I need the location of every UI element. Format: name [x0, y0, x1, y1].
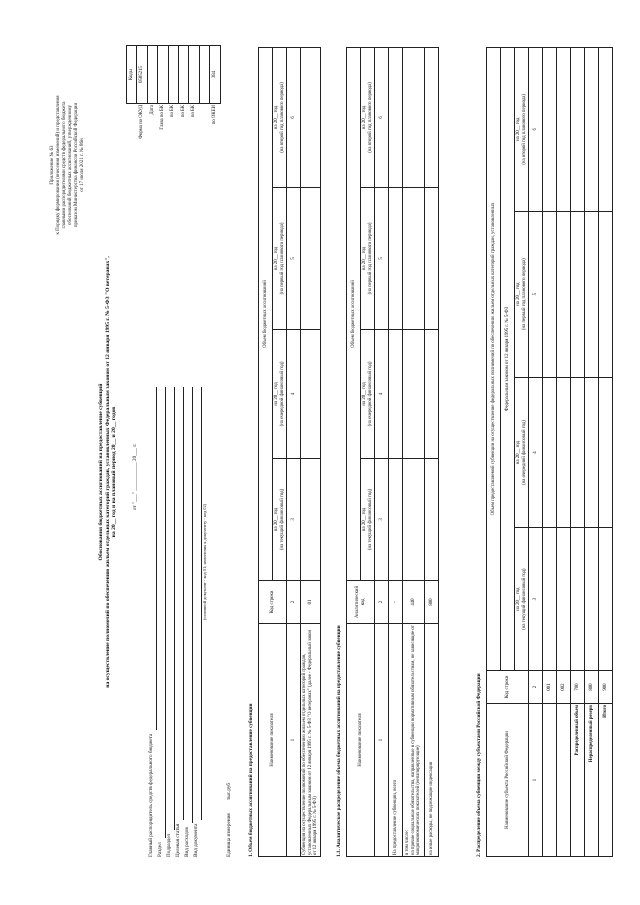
- appendix-line: главными распорядителями средств федерального бюджета: [62, 101, 67, 229]
- row-text: На предоставление субвенции, всего: [389, 624, 403, 857]
- section-11-title: 1.1. Аналитическое распределение объема бюджетных ассигнований на предоставление субвенции: [336, 625, 342, 857]
- row-name: Нераспределенный резерв: [585, 704, 599, 857]
- code-label: Форма по ОКУД: [139, 105, 145, 139]
- cell: [543, 211, 557, 377]
- rotated-document-page: [40, 27, 608, 877]
- codes-table: [126, 45, 221, 205]
- cell: [599, 528, 613, 671]
- appendix-block: [50, 45, 86, 285]
- cell: [543, 377, 557, 528]
- col-num: 6: [375, 48, 389, 188]
- cell: [557, 377, 571, 528]
- col-num: 2: [529, 671, 543, 704]
- doc-type-note: (основной документ - код 01; изменения к документу - код 02): [202, 503, 207, 621]
- cell: [301, 187, 321, 329]
- cell: [389, 187, 403, 329]
- title-line-3: на 20__ год и на плановый период 20__ и 20__ годов: [111, 406, 118, 538]
- col-code: Код строки: [487, 671, 529, 704]
- col-num: 3: [287, 458, 301, 580]
- section-11-table: [346, 47, 439, 857]
- row-code: 800: [425, 581, 439, 624]
- row-text: на иные расходы, не подлежащие индексации: [425, 624, 439, 857]
- doc-date: от "___" ___________ 20___ г.: [132, 443, 138, 511]
- col-year-4: на 20__ год (на второй год планового периода): [361, 48, 375, 188]
- cell: [301, 458, 321, 580]
- col-year-1: на 20__ год (на текущий финансовый год): [273, 458, 287, 580]
- cell: [403, 330, 425, 459]
- cell: [571, 377, 585, 528]
- unit-value: тыс.руб: [226, 782, 232, 801]
- field-label: Вид документа: [193, 823, 199, 857]
- appendix-line: от 17 июля 2021 г. № 86н: [80, 138, 85, 192]
- cell: [425, 48, 439, 188]
- row-code: -: [389, 581, 403, 624]
- col-code: Код строки: [259, 581, 287, 624]
- col-num: 2: [287, 581, 301, 624]
- field-label: Раздел: [157, 842, 163, 857]
- col-group-2: Федеральным законом от 12 января 1995 г. № 5-ФЗ: [501, 48, 515, 671]
- cell: [425, 187, 439, 329]
- code-value: [178, 46, 188, 104]
- cell: [543, 528, 557, 671]
- col-year-3: на 20__ год (на первый год планового периода): [515, 211, 529, 377]
- cell: [425, 330, 439, 459]
- row-code: 002: [557, 671, 571, 704]
- col-num: 3: [375, 458, 389, 580]
- code-value: [199, 46, 209, 104]
- section-2-table: [486, 47, 613, 857]
- cell: [425, 458, 439, 580]
- cell: [389, 330, 403, 459]
- title-line-1: Обоснования бюджетных ассигнований на предоставление субвенций: [98, 383, 104, 561]
- cell: [571, 48, 585, 212]
- code-label: по БК: [180, 105, 186, 118]
- col-year-2: на 20__ год (на очередной финансовый год): [273, 330, 287, 459]
- code-value: 384: [210, 46, 220, 104]
- cell: [557, 211, 571, 377]
- row-code: 900: [599, 671, 613, 704]
- cell: [599, 377, 613, 528]
- col-year-3: на 20__ год (на первый год планового периода): [273, 187, 287, 329]
- cell: [599, 211, 613, 377]
- code-label: по ОКЕИ: [211, 105, 217, 125]
- col-num: 2: [375, 581, 389, 624]
- cell: [301, 48, 321, 188]
- col-num: 5: [375, 187, 389, 329]
- row-name: [543, 704, 557, 857]
- row-name: Распределенный объем: [571, 704, 585, 857]
- field-label: Целевая статья: [175, 823, 181, 857]
- field-label: Главный распорядитель средств федерального бюджета: [148, 733, 154, 857]
- cell: [543, 48, 557, 212]
- code-label: по БК: [191, 105, 197, 118]
- col-num: 4: [529, 377, 543, 528]
- code-value: [158, 46, 168, 104]
- col-year-4: на 20__ год (на второй год планового периода): [273, 48, 287, 188]
- col-year-4: на 20__ год (на второй год планового периода): [515, 48, 529, 212]
- code-value: [147, 46, 157, 104]
- appendix-line: обоснований бюджетных ассигнований, утвержденному: [68, 105, 73, 225]
- col-group: Объем бюджетных ассигнований: [347, 48, 361, 581]
- col-year-2: на 20__ год (на очередной финансовый год): [361, 330, 375, 459]
- col-year-1: на 20__ год (на текущий финансовый год): [515, 528, 529, 671]
- cell: [403, 48, 425, 188]
- code-value: 0505215: [137, 46, 147, 104]
- cell: [403, 458, 425, 580]
- cell: [585, 377, 599, 528]
- doc-title: [98, 167, 118, 777]
- row-code: 440: [403, 581, 425, 624]
- cell: [301, 330, 321, 459]
- col-group-1: Объем предоставляемой субвенции на осуществление федеральных полномочий по обеспечению жильем отдельных категорий граждан, установленных: [487, 48, 501, 671]
- field-label: Подраздел: [166, 833, 172, 857]
- appendix-line: Приложение № 63: [50, 145, 55, 185]
- cell: [389, 48, 403, 188]
- col-group: Объем бюджетных ассигнований: [259, 48, 273, 581]
- col-name: Наименование субъекта Российской Федерации: [487, 704, 529, 857]
- code-label: [199, 104, 209, 206]
- col-code: Аналитический код: [347, 581, 375, 624]
- cell: [557, 528, 571, 671]
- code-label: Дата: [149, 105, 155, 115]
- col-num: 1: [375, 624, 389, 857]
- col-num: 4: [375, 330, 389, 459]
- col-name: Наименование показателя: [347, 624, 375, 857]
- col-num: 5: [287, 187, 301, 329]
- code-value: [189, 46, 199, 104]
- col-num: 1: [287, 624, 301, 857]
- title-line-2: на осуществление полномочий по обеспечению жильем отдельных категорий граждан, установленных Федеральным законом от 12 января 1995 г. № 5-ФЗ "О ветеранах",: [104, 256, 111, 688]
- appendix-line: к Порядку формирования (внесения изменений) и представления: [56, 95, 61, 235]
- header-fields: [148, 387, 207, 857]
- col-year-1: на 20__ год (на текущий финансовый год): [361, 458, 375, 580]
- col-year-2: на 20__ год (на очередной финансовый год): [515, 377, 529, 528]
- appendix-line: приказом Министерства финансов Российской Федерации: [74, 102, 79, 228]
- unit-label: Единица измерения: [226, 813, 232, 857]
- row-code: 001: [543, 671, 557, 704]
- cell: [585, 528, 599, 671]
- cell: [585, 48, 599, 212]
- code-label: Глава по БК: [159, 105, 165, 130]
- row-code: 700: [571, 671, 585, 704]
- cell: [403, 187, 425, 329]
- cell: [585, 211, 599, 377]
- col-num: 6: [529, 48, 543, 212]
- code-label: по БК: [170, 105, 176, 118]
- cell: [557, 48, 571, 212]
- cell: [389, 458, 403, 580]
- col-name: Наименование показателя: [259, 624, 287, 857]
- col-num: 1: [529, 704, 543, 857]
- cell: [571, 211, 585, 377]
- col-num: 4: [287, 330, 301, 459]
- cell: [571, 528, 585, 671]
- section-2-title: 2. Распределение объема субвенции между субъектами Российской Федерации: [476, 673, 482, 857]
- row-code: 01: [301, 581, 321, 624]
- col-num: 5: [529, 211, 543, 377]
- row-code: 800: [585, 671, 599, 704]
- section-1-table: [258, 47, 321, 857]
- col-num: 3: [529, 528, 543, 671]
- row-name: [557, 704, 571, 857]
- field-label: Вид расходов: [184, 827, 190, 857]
- col-year-3: на 20__ год (на первый год планового периода): [361, 187, 375, 329]
- row-text: в том числе: на прочие социальные обязательства, направленные в субвенции нормативным обязательствам, не зависящие от макроэкономических показателей (непапорирующие): [403, 624, 425, 857]
- row-name: Итого: [599, 704, 613, 857]
- row-text: Субвенция на осуществление полномочий по обеспечению жильем отдельных категорий граждан, установленных Федеральным законом от 12 января 1995 г. № 5-ФЗ "О ветеранах" (далее - Федеральный закон от 12 января 1995 г. № 5-ФЗ): [301, 624, 321, 857]
- section-1-title: 1. Объем бюджетных ассигнований на предоставление субвенции: [248, 703, 254, 857]
- col-num: 6: [287, 48, 301, 188]
- unit-row: [226, 783, 232, 857]
- codes-header: Коды: [127, 46, 137, 104]
- cell: [599, 48, 613, 212]
- code-value: [168, 46, 178, 104]
